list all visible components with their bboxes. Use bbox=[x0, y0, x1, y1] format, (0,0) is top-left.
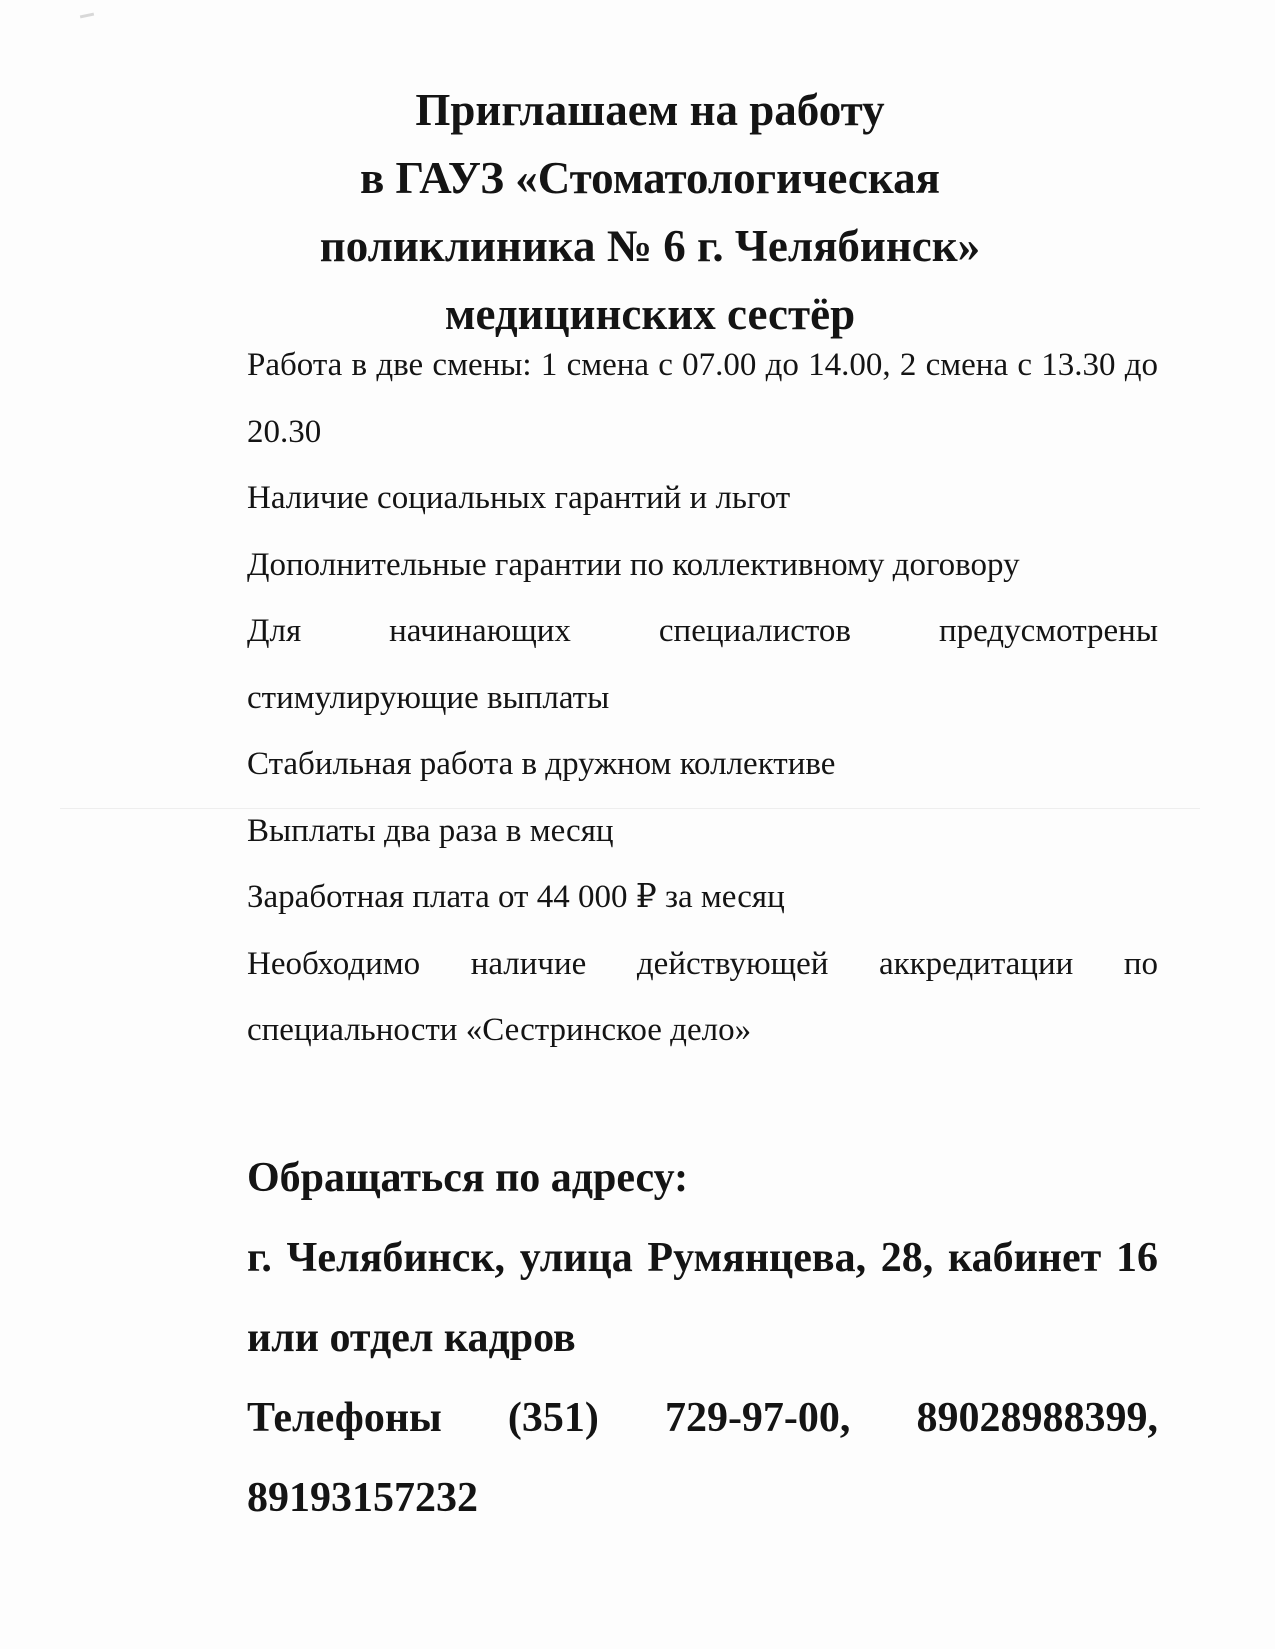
condition-beginner-payments: Для начинающих специалистов предусмотрены стимулирующие выплаты bbox=[247, 613, 1158, 716]
scan-mark bbox=[80, 13, 94, 19]
title-line-1: Приглашаем на работу bbox=[415, 85, 885, 135]
condition-shifts: Работа в две смены: 1 смена с 07.00 до 14.00, 2 смена с 13.30 до 20.30 bbox=[247, 347, 1158, 450]
contact-phones: Телефоны (351) 729-97-00, 89028988399, 89193157232 bbox=[247, 1395, 1158, 1521]
contact-block bbox=[247, 1138, 1158, 1538]
condition-social-guarantees: Наличие социальных гарантий и льгот bbox=[247, 480, 791, 516]
condition-salary: Заработная плата от 44 000 ₽ за месяц bbox=[247, 879, 785, 915]
announcement-title bbox=[150, 76, 1150, 348]
condition-payment-frequency: Выплаты два раза в месяц bbox=[247, 812, 614, 849]
title-line-3: поликлиника № 6 г. Челябинск» bbox=[319, 221, 981, 271]
contact-address: г. Челябинск, улица Румянцева, 28, кабинет 16 или отдел кадров bbox=[247, 1235, 1158, 1361]
condition-stable-work: Стабильная работа в дружном коллективе bbox=[247, 746, 836, 782]
condition-accreditation: Необходимо наличие действующей аккредитации по специальности «Сестринское дело» bbox=[247, 945, 1158, 1048]
contact-heading: Обращаться по адресу: bbox=[247, 1155, 689, 1201]
condition-collective-agreement: Дополнительные гарантии по коллективному договору bbox=[247, 546, 1020, 583]
title-line-2: в ГАУЗ «Стоматологическая bbox=[360, 153, 940, 203]
title-line-4: медицинских сестёр bbox=[444, 289, 856, 339]
conditions-list bbox=[247, 332, 1158, 1064]
